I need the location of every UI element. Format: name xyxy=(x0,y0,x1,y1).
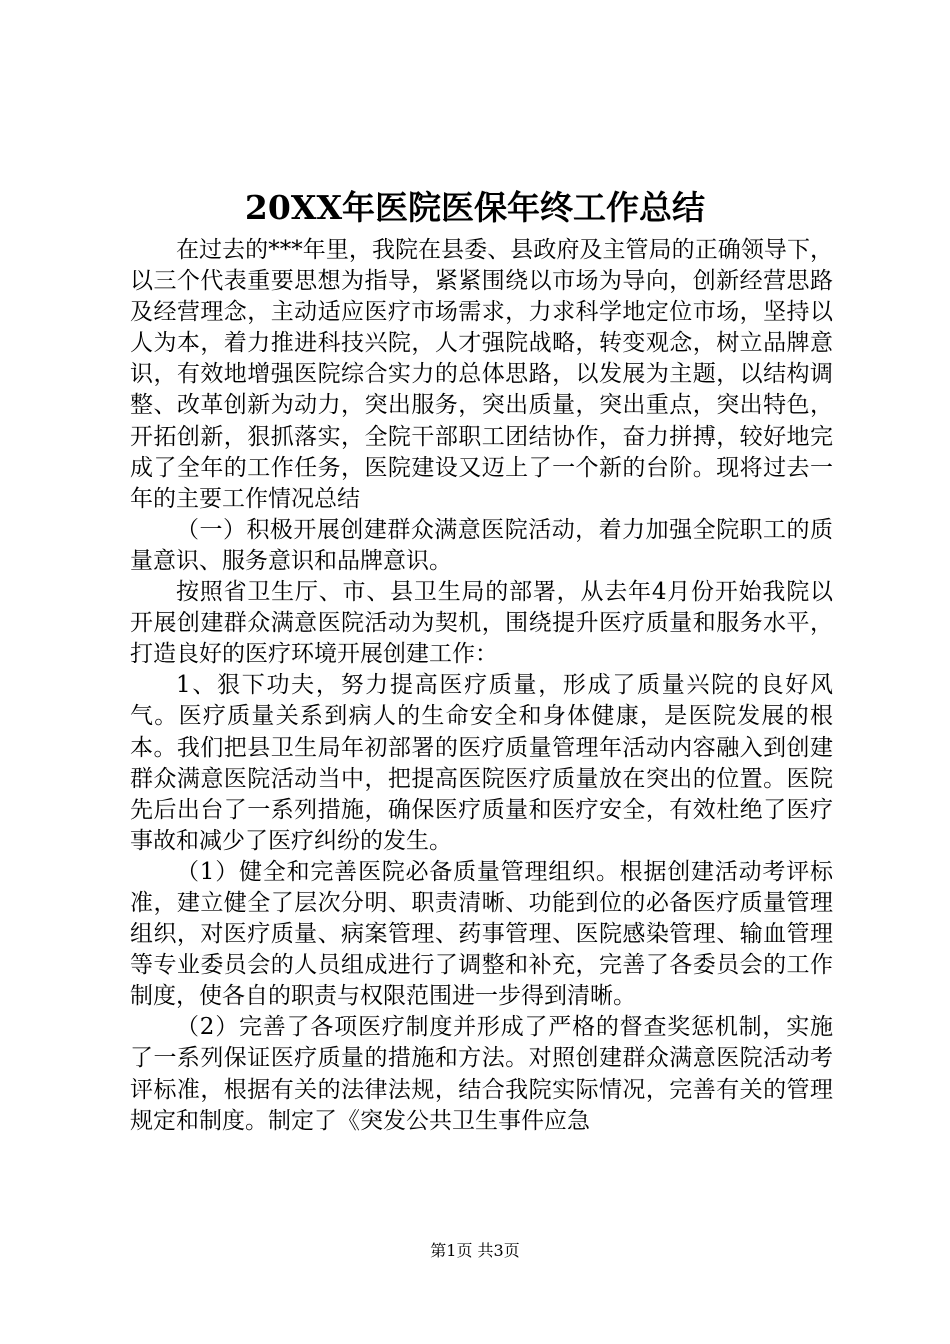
paragraph-item-1: 1、狠下功夫，努力提高医疗质量，形成了质量兴院的良好风气。医疗质量关系到病人的生命安全和身体健康，是医院发展的根本。我们把县卫生局年初部署的医疗质量管理年活动内容融入到创建群众满意医院活动当中，把提高医院医疗质量放在突出的位置。医院先后出台了一系列措施，确保医疗质量和医疗安全，有效杜绝了医疗事故和减少了医疗纠纷的发生。 xyxy=(130,672,833,854)
paragraph-intro: 在过去的***年里，我院在县委、县政府及主管局的正确领导下，以三个代表重要思想为指导，紧紧围绕以市场为导向，创新经营思路及经营理念，主动适应医疗市场需求，力求科学地定位市场，坚持以人为本，着力推进科技兴院，人才强院战略，转变观念，树立品牌意识，有效地增强医院综合实力的总体思路，以发展为主题，以结构调整、改革创新为动力，突出服务，突出质量，突出重点，突出特色，开拓创新，狠抓落实，全院干部职工团结协作，奋力拼搏，较好地完成了全年的工作任务，医院建设又迈上了一个新的台阶。现将过去一年的主要工作情况总结 xyxy=(130,237,833,512)
document-title: 20XX年医院医保年终工作总结 xyxy=(244,188,706,227)
paragraph-deployment: 按照省卫生厅、市、县卫生局的部署，从去年4月份开始我院以开展创建群众满意医院活动为契机，围绕提升医疗质量和服务水平，打造良好的医疗环境开展创建工作： xyxy=(130,579,833,668)
paragraph-subitem-1: （1）健全和完善医院必备质量管理组织。根据创建活动考评标准，建立健全了层次分明、职责清晰、功能到位的必备医疗质量管理组织，对医疗质量、病案管理、药事管理、医院感染管理、输血管理等专业委员会的人员组成进行了调整和补充，完善了各委员会的工作制度，使各自的职责与权限范围进一步得到清晰。 xyxy=(130,858,833,1010)
paragraph-section-1-heading: （一）积极开展创建群众满意医院活动，着力加强全院职工的质量意识、服务意识和品牌意识。 xyxy=(130,516,833,574)
document-body xyxy=(130,235,833,1137)
page-number-footer: 第1页 共3页 xyxy=(430,1241,520,1260)
paragraph-subitem-2: （2）完善了各项医疗制度并形成了严格的督查奖惩机制，实施了一系列保证医疗质量的措施和方法。对照创建群众满意医院活动考评标准，根据有关的法律法规，结合我院实际情况，完善有关的管理规定和制度。制定了《突发公共卫生事件应急 xyxy=(130,1014,833,1134)
